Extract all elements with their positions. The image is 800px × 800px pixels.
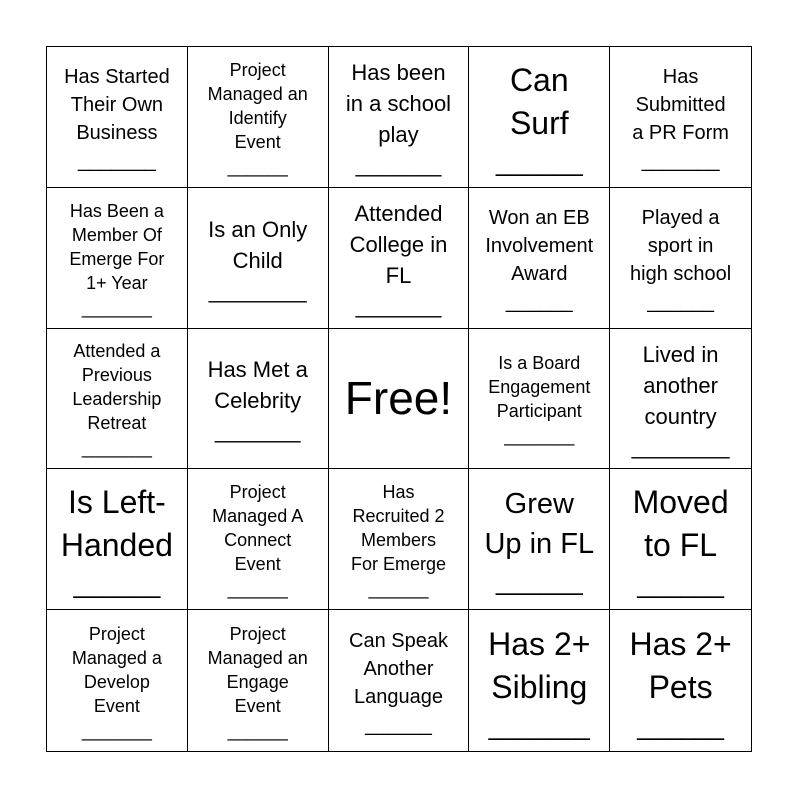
cell-text: Grew Up in FL xyxy=(484,488,595,561)
cell-text: Has Been a Member Of Emerge For 1+ Year xyxy=(69,200,165,293)
cell-blank: ______ xyxy=(637,569,724,600)
bingo-cell[interactable] xyxy=(188,610,329,751)
cell-blank: _______ xyxy=(81,438,152,459)
cell-blank: ________ xyxy=(631,433,730,459)
cell-text: Has been in a school play xyxy=(345,60,452,148)
cell-text: Has 2+ Sibling xyxy=(488,625,591,705)
bingo-cell[interactable] xyxy=(610,610,751,751)
cell-text: Attended a Previous Leadership Retreat xyxy=(72,341,162,434)
bingo-cell[interactable] xyxy=(47,329,188,470)
cell-text: Is a Board Engagement Participant xyxy=(488,353,591,422)
cell-blank: ______ xyxy=(637,710,724,741)
cell-text: Played a sport in high school xyxy=(630,206,732,285)
cell-blank: ________ xyxy=(208,277,307,303)
bingo-board xyxy=(46,46,752,752)
cell-text: Project Managed an Engage Event xyxy=(207,623,308,716)
cell-blank: _______ xyxy=(81,297,152,318)
bingo-cell[interactable] xyxy=(469,329,610,470)
cell-blank: ______ xyxy=(227,720,288,741)
bingo-cell[interactable] xyxy=(329,47,470,188)
cell-text: Lived in another country xyxy=(642,341,719,429)
cell-text: Has Recruited 2 Members For Emerge xyxy=(350,482,446,575)
bingo-cell[interactable] xyxy=(47,47,188,188)
cell-text: Has 2+ Pets xyxy=(629,625,732,705)
cell-text: Can Surf xyxy=(509,61,569,141)
bingo-cell[interactable] xyxy=(610,188,751,329)
cell-blank: ______ xyxy=(365,713,432,736)
bingo-cell[interactable] xyxy=(610,469,751,610)
cell-text: Is an Only Child xyxy=(208,216,308,273)
bingo-cell[interactable] xyxy=(47,188,188,329)
free-space[interactable] xyxy=(329,329,470,470)
bingo-cell[interactable] xyxy=(469,469,610,610)
cell-blank: ______ xyxy=(73,569,161,600)
cell-text: Moved to FL xyxy=(632,484,729,564)
cell-blank: ______ xyxy=(495,146,583,177)
bingo-cell[interactable] xyxy=(188,469,329,610)
cell-blank: ______ xyxy=(505,290,573,313)
cell-blank: _______ xyxy=(355,293,442,319)
cell-text: Won an EB Involvement Award xyxy=(485,206,594,285)
bingo-cell[interactable] xyxy=(47,469,188,610)
cell-blank: ______ xyxy=(495,566,583,597)
bingo-cell[interactable] xyxy=(610,47,751,188)
cell-text: Has Submitted a PR Form xyxy=(632,65,729,144)
bingo-cell[interactable] xyxy=(188,188,329,329)
cell-blank: _______ xyxy=(81,720,152,741)
free-text: Free! xyxy=(344,372,453,425)
cell-text: Is Left- Handed xyxy=(60,484,173,564)
bingo-cell[interactable] xyxy=(469,610,610,751)
cell-blank: _______ xyxy=(214,418,301,444)
bingo-cell[interactable] xyxy=(469,188,610,329)
cell-blank: _______ xyxy=(77,149,156,172)
cell-blank: _______ xyxy=(504,426,575,447)
cell-blank: _______ xyxy=(488,710,590,741)
bingo-cell[interactable] xyxy=(47,610,188,751)
cell-text: Has Started Their Own Business xyxy=(64,65,170,144)
cell-blank: ______ xyxy=(647,290,714,313)
bingo-cell[interactable] xyxy=(469,47,610,188)
bingo-cell[interactable] xyxy=(188,47,329,188)
cell-blank: ______ xyxy=(368,579,429,600)
cell-text: Project Managed an Identify Event xyxy=(207,59,308,152)
cell-text: Project Managed a Develop Event xyxy=(71,623,162,716)
bingo-cell[interactable] xyxy=(329,469,470,610)
cell-text: Attended College in FL xyxy=(349,201,448,289)
cell-blank: _______ xyxy=(641,149,720,172)
bingo-cell[interactable] xyxy=(329,188,470,329)
bingo-cell[interactable] xyxy=(188,329,329,470)
bingo-cell[interactable] xyxy=(329,610,470,751)
cell-text: Project Managed A Connect Event xyxy=(212,482,304,575)
bingo-cell[interactable] xyxy=(610,329,751,470)
cell-text: Has Met a Celebrity xyxy=(207,357,308,414)
cell-text: Can Speak Another Language xyxy=(349,629,448,708)
cell-blank: ______ xyxy=(227,156,288,177)
cell-blank: ______ xyxy=(227,579,288,600)
cell-blank: _______ xyxy=(355,152,442,178)
